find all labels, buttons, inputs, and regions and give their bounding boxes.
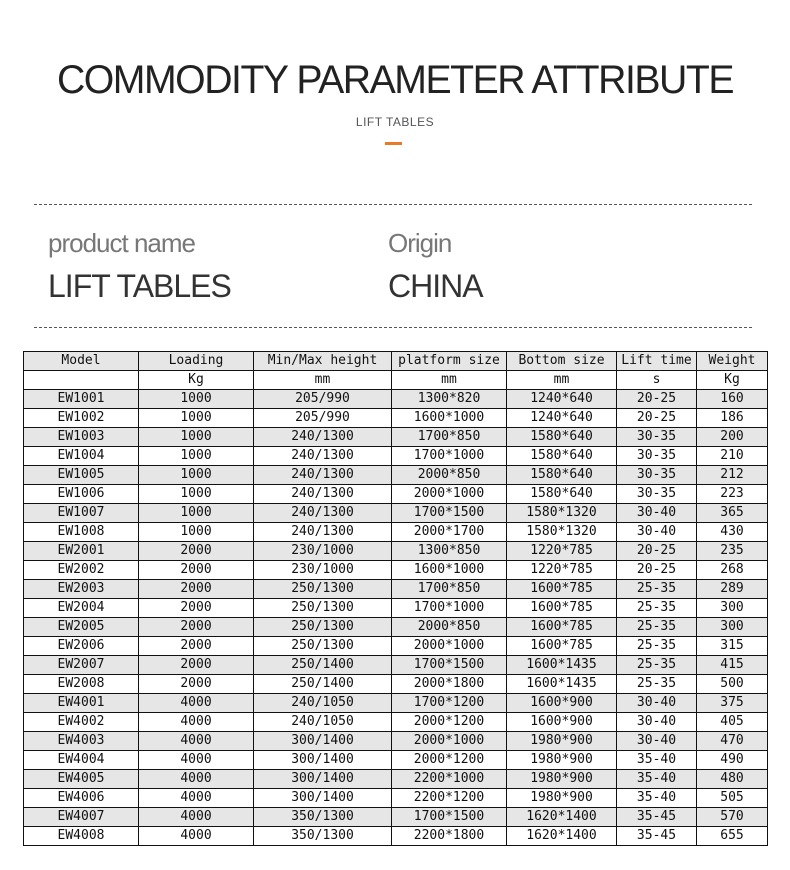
cell-model: Model [24, 352, 139, 371]
cell-platform-size: 1300*850 [392, 542, 507, 561]
cell-bottom-size: 1580*640 [507, 466, 617, 485]
cell-weight: Kg [697, 371, 768, 390]
cell-loading: 2000 [139, 599, 254, 618]
cell-platform-size: 1700*1500 [392, 504, 507, 523]
table-row [24, 751, 768, 770]
table-row [24, 504, 768, 523]
cell-loading: 1000 [139, 504, 254, 523]
cell-loading: 4000 [139, 789, 254, 808]
table-row [24, 732, 768, 751]
cell-lift-time: 30-35 [617, 485, 697, 504]
cell-loading: 4000 [139, 770, 254, 789]
cell-bottom-size: 1580*1320 [507, 523, 617, 542]
table-row [24, 409, 768, 428]
cell-bottom-size: 1600*900 [507, 713, 617, 732]
cell-height: 250/1300 [254, 637, 392, 656]
cell-weight: 570 [697, 808, 768, 827]
cell-bottom-size: mm [507, 371, 617, 390]
cell-height: 205/990 [254, 390, 392, 409]
cell-weight: 200 [697, 428, 768, 447]
cell-loading: 2000 [139, 637, 254, 656]
cell-loading: 2000 [139, 656, 254, 675]
table-row [24, 618, 768, 637]
cell-bottom-size: 1620*1400 [507, 808, 617, 827]
page-subtitle: LIFT TABLES [355, 115, 435, 129]
cell-model: EW2004 [24, 599, 139, 618]
cell-bottom-size: 1600*785 [507, 599, 617, 618]
cell-lift-time: 20-25 [617, 390, 697, 409]
table-row [24, 561, 768, 580]
cell-model: EW4002 [24, 713, 139, 732]
cell-platform-size: 2000*1200 [392, 713, 507, 732]
cell-bottom-size: 1580*640 [507, 485, 617, 504]
table-row [24, 713, 768, 732]
cell-lift-time: 25-35 [617, 637, 697, 656]
cell-loading: Loading [139, 352, 254, 371]
cell-platform-size: 2200*1000 [392, 770, 507, 789]
cell-lift-time: s [617, 371, 697, 390]
cell-weight: 210 [697, 447, 768, 466]
cell-bottom-size: 1580*640 [507, 428, 617, 447]
cell-model: EW4004 [24, 751, 139, 770]
cell-model: EW4006 [24, 789, 139, 808]
cell-lift-time: 35-40 [617, 770, 697, 789]
cell-height: 240/1300 [254, 485, 392, 504]
cell-lift-time: 30-40 [617, 713, 697, 732]
cell-lift-time: 35-40 [617, 789, 697, 808]
cell-lift-time: 30-35 [617, 428, 697, 447]
table-header-row [24, 352, 768, 371]
cell-height: 240/1050 [254, 713, 392, 732]
cell-weight: 655 [697, 827, 768, 846]
cell-bottom-size: 1980*900 [507, 770, 617, 789]
cell-bottom-size: Bottom size [507, 352, 617, 371]
cell-weight: 405 [697, 713, 768, 732]
cell-loading: 2000 [139, 542, 254, 561]
cell-lift-time: 30-40 [617, 523, 697, 542]
cell-bottom-size: 1600*1435 [507, 656, 617, 675]
cell-model: EW1006 [24, 485, 139, 504]
cell-model: EW2003 [24, 580, 139, 599]
cell-height: 240/1300 [254, 504, 392, 523]
cell-height: 250/1300 [254, 580, 392, 599]
cell-weight: 300 [697, 618, 768, 637]
cell-height: 240/1300 [254, 466, 392, 485]
table-units-row [24, 371, 768, 390]
cell-model: EW1003 [24, 428, 139, 447]
table-row [24, 447, 768, 466]
cell-loading: 1000 [139, 523, 254, 542]
cell-height: 350/1300 [254, 827, 392, 846]
product-name-value: LIFT TABLES [48, 268, 231, 304]
table-row [24, 428, 768, 447]
cell-weight: 212 [697, 466, 768, 485]
cell-loading: 4000 [139, 713, 254, 732]
cell-height: 240/1050 [254, 694, 392, 713]
cell-lift-time: 25-35 [617, 580, 697, 599]
cell-bottom-size: 1600*785 [507, 618, 617, 637]
cell-lift-time: 25-35 [617, 656, 697, 675]
cell-bottom-size: 1600*785 [507, 580, 617, 599]
cell-weight: 505 [697, 789, 768, 808]
cell-platform-size: 2200*1200 [392, 789, 507, 808]
cell-platform-size: 2000*850 [392, 466, 507, 485]
cell-weight: 300 [697, 599, 768, 618]
cell-model: EW2006 [24, 637, 139, 656]
cell-bottom-size: 1240*640 [507, 390, 617, 409]
cell-model: EW1005 [24, 466, 139, 485]
cell-height: 300/1400 [254, 732, 392, 751]
cell-platform-size: 1700*1200 [392, 694, 507, 713]
cell-height: 250/1300 [254, 599, 392, 618]
cell-loading: 4000 [139, 751, 254, 770]
cell-platform-size: 2000*1700 [392, 523, 507, 542]
cell-loading: 1000 [139, 485, 254, 504]
cell-height: 300/1400 [254, 789, 392, 808]
cell-bottom-size: 1220*785 [507, 561, 617, 580]
cell-lift-time: 25-35 [617, 675, 697, 694]
cell-height: 250/1400 [254, 675, 392, 694]
cell-height: 205/990 [254, 409, 392, 428]
cell-bottom-size: 1580*1320 [507, 504, 617, 523]
page-title: COMMODITY PARAMETER ATTRIBUTE [56, 58, 734, 102]
table-row [24, 637, 768, 656]
accent-bar [385, 142, 402, 145]
cell-lift-time: 20-25 [617, 542, 697, 561]
cell-platform-size: mm [392, 371, 507, 390]
cell-loading: 2000 [139, 618, 254, 637]
cell-loading: 4000 [139, 827, 254, 846]
cell-model: EW1004 [24, 447, 139, 466]
cell-height: 230/1000 [254, 561, 392, 580]
cell-bottom-size: 1600*900 [507, 694, 617, 713]
cell-weight: 500 [697, 675, 768, 694]
cell-model: EW2001 [24, 542, 139, 561]
cell-bottom-size: 1220*785 [507, 542, 617, 561]
cell-lift-time: Lift time [617, 352, 697, 371]
cell-bottom-size: 1620*1400 [507, 827, 617, 846]
cell-loading: 4000 [139, 732, 254, 751]
cell-lift-time: 25-35 [617, 599, 697, 618]
cell-model [24, 371, 139, 390]
cell-loading: 1000 [139, 390, 254, 409]
cell-model: EW4001 [24, 694, 139, 713]
cell-height: 250/1300 [254, 618, 392, 637]
cell-weight: 268 [697, 561, 768, 580]
cell-lift-time: 30-40 [617, 732, 697, 751]
cell-platform-size: 2000*1800 [392, 675, 507, 694]
divider-top [34, 204, 752, 205]
cell-platform-size: 2000*850 [392, 618, 507, 637]
cell-lift-time: 20-25 [617, 561, 697, 580]
table-row [24, 485, 768, 504]
product-name-label: product name [48, 228, 195, 258]
cell-platform-size: 1700*1500 [392, 808, 507, 827]
cell-bottom-size: 1980*900 [507, 751, 617, 770]
cell-platform-size: 1700*1500 [392, 656, 507, 675]
table-row [24, 599, 768, 618]
origin-value: CHINA [388, 268, 483, 304]
cell-lift-time: 35-40 [617, 751, 697, 770]
cell-weight: 186 [697, 409, 768, 428]
cell-platform-size: 1700*1000 [392, 599, 507, 618]
cell-height: 300/1400 [254, 770, 392, 789]
cell-bottom-size: 1600*1435 [507, 675, 617, 694]
cell-platform-size: 1700*850 [392, 428, 507, 447]
table-row [24, 523, 768, 542]
cell-height: 240/1300 [254, 447, 392, 466]
cell-height: Min/Max height [254, 352, 392, 371]
cell-loading: 1000 [139, 409, 254, 428]
cell-lift-time: 30-35 [617, 466, 697, 485]
table-row [24, 542, 768, 561]
cell-bottom-size: 1600*785 [507, 637, 617, 656]
cell-weight: 490 [697, 751, 768, 770]
cell-height: 240/1300 [254, 428, 392, 447]
table-row [24, 656, 768, 675]
cell-model: EW2007 [24, 656, 139, 675]
cell-loading: 4000 [139, 694, 254, 713]
cell-weight: 470 [697, 732, 768, 751]
cell-platform-size: 2000*1000 [392, 485, 507, 504]
cell-loading: 4000 [139, 808, 254, 827]
cell-loading: 1000 [139, 447, 254, 466]
spec-table [23, 351, 768, 846]
cell-platform-size: 1700*1000 [392, 447, 507, 466]
cell-bottom-size: 1980*900 [507, 789, 617, 808]
cell-height: 300/1400 [254, 751, 392, 770]
cell-platform-size: 1700*850 [392, 580, 507, 599]
cell-platform-size: 2000*1000 [392, 637, 507, 656]
cell-weight: 365 [697, 504, 768, 523]
cell-platform-size: 2000*1000 [392, 732, 507, 751]
cell-model: EW1002 [24, 409, 139, 428]
cell-lift-time: 35-45 [617, 827, 697, 846]
cell-platform-size: 1300*820 [392, 390, 507, 409]
cell-height: 240/1300 [254, 523, 392, 542]
cell-weight: 235 [697, 542, 768, 561]
cell-platform-size: 2200*1800 [392, 827, 507, 846]
cell-weight: 315 [697, 637, 768, 656]
table-row [24, 694, 768, 713]
cell-model: EW1001 [24, 390, 139, 409]
cell-model: EW4003 [24, 732, 139, 751]
cell-bottom-size: 1980*900 [507, 732, 617, 751]
table-row [24, 827, 768, 846]
cell-weight: Weight [697, 352, 768, 371]
table-row [24, 390, 768, 409]
cell-model: EW2008 [24, 675, 139, 694]
cell-loading: 2000 [139, 580, 254, 599]
cell-lift-time: 30-40 [617, 694, 697, 713]
cell-bottom-size: 1240*640 [507, 409, 617, 428]
table-row [24, 466, 768, 485]
cell-loading: 1000 [139, 466, 254, 485]
cell-model: EW4007 [24, 808, 139, 827]
table-row [24, 770, 768, 789]
cell-weight: 160 [697, 390, 768, 409]
cell-height: 350/1300 [254, 808, 392, 827]
cell-model: EW4008 [24, 827, 139, 846]
cell-loading: 2000 [139, 561, 254, 580]
cell-height: mm [254, 371, 392, 390]
cell-lift-time: 20-25 [617, 409, 697, 428]
cell-model: EW2005 [24, 618, 139, 637]
cell-weight: 289 [697, 580, 768, 599]
cell-bottom-size: 1580*640 [507, 447, 617, 466]
cell-model: EW2002 [24, 561, 139, 580]
cell-lift-time: 30-35 [617, 447, 697, 466]
cell-loading: 2000 [139, 675, 254, 694]
cell-loading: Kg [139, 371, 254, 390]
cell-platform-size: 1600*1000 [392, 561, 507, 580]
origin-label: Origin [388, 228, 452, 258]
cell-loading: 1000 [139, 428, 254, 447]
cell-lift-time: 25-35 [617, 618, 697, 637]
cell-model: EW1007 [24, 504, 139, 523]
table-row [24, 808, 768, 827]
table-row [24, 675, 768, 694]
cell-model: EW4005 [24, 770, 139, 789]
divider-bottom [34, 327, 752, 328]
cell-model: EW1008 [24, 523, 139, 542]
cell-height: 230/1000 [254, 542, 392, 561]
cell-weight: 375 [697, 694, 768, 713]
cell-weight: 223 [697, 485, 768, 504]
table-row [24, 789, 768, 808]
table-row [24, 580, 768, 599]
cell-weight: 430 [697, 523, 768, 542]
cell-height: 250/1400 [254, 656, 392, 675]
cell-platform-size: platform size [392, 352, 507, 371]
cell-weight: 480 [697, 770, 768, 789]
cell-lift-time: 35-45 [617, 808, 697, 827]
cell-weight: 415 [697, 656, 768, 675]
cell-platform-size: 2000*1200 [392, 751, 507, 770]
cell-platform-size: 1600*1000 [392, 409, 507, 428]
cell-lift-time: 30-40 [617, 504, 697, 523]
